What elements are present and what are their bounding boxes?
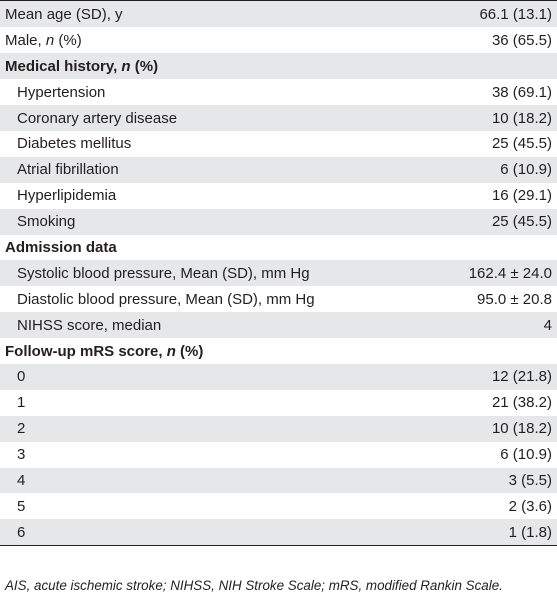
table-row <box>0 468 557 494</box>
row-label: 1 <box>17 394 26 412</box>
row-value: 21 (38.2) <box>491 394 552 412</box>
section-header-row <box>0 338 557 364</box>
row-label: Systolic blood pressure, Mean (SD), mm Hg <box>17 264 310 282</box>
row-label: 3 <box>17 446 26 464</box>
table-row <box>0 131 557 157</box>
table-row <box>0 442 557 468</box>
row-value: 162.4 ± 24.0 <box>468 264 552 282</box>
row-value: 4 <box>543 316 552 334</box>
row-value: 10 (18.2) <box>491 420 552 438</box>
table-row <box>0 183 557 209</box>
row-label: 5 <box>17 497 26 515</box>
row-value: 38 (69.1) <box>491 83 552 101</box>
row-label: 4 <box>17 471 26 489</box>
row-label: Atrial fibrillation <box>17 161 119 179</box>
section-header-row <box>0 235 557 261</box>
table-row <box>0 390 557 416</box>
row-label-italic: n <box>121 57 131 75</box>
row-label-text: (%) <box>130 57 159 75</box>
row-label-italic: n <box>45 31 55 49</box>
row-label-text: Medical history, <box>5 57 122 75</box>
table-body <box>0 1 557 545</box>
row-value: 1 (1.8) <box>508 523 552 541</box>
row-label: 6 <box>17 523 26 541</box>
table-row <box>0 79 557 105</box>
section-label: Admission data <box>5 238 117 256</box>
row-value: 95.0 ± 20.8 <box>477 290 552 308</box>
table-row <box>0 157 557 183</box>
table-footnote: AIS, acute ischemic stroke; NIHSS, NIH Stroke Scale; mRS, modified Rankin Scale. <box>5 578 503 593</box>
table-row <box>0 312 557 338</box>
row-value: 36 (65.5) <box>491 31 552 49</box>
section-label <box>0 59 372 74</box>
table-row <box>0 105 557 131</box>
row-label: Mean age (SD), y <box>5 5 123 23</box>
row-label: Diastolic blood pressure, Mean (SD), mm Hg <box>17 290 315 308</box>
table-row <box>0 1 557 27</box>
row-label: Hypertension <box>17 83 106 101</box>
section-label <box>0 344 372 359</box>
row-value: 3 (5.5) <box>508 471 552 489</box>
table-row <box>0 493 557 519</box>
table-row <box>0 519 557 545</box>
row-value: 10 (18.2) <box>491 109 552 127</box>
table-row <box>0 364 557 390</box>
row-value: 16 (29.1) <box>491 187 552 205</box>
row-label: 0 <box>17 368 26 386</box>
row-label: 2 <box>17 420 26 438</box>
row-value: 6 (10.9) <box>500 446 552 464</box>
table-row <box>0 27 557 53</box>
row-value: 2 (3.6) <box>508 497 552 515</box>
row-value: 66.1 (13.1) <box>479 5 552 23</box>
table-bottom-rule <box>0 545 557 546</box>
row-label: Diabetes mellitus <box>17 135 132 153</box>
row-label-text: Follow-up mRS score, <box>5 342 167 360</box>
table-row <box>0 416 557 442</box>
section-header-row <box>0 53 557 79</box>
row-label-text: (%) <box>54 31 82 49</box>
row-value: 25 (45.5) <box>491 135 552 153</box>
row-label: NIHSS score, median <box>17 316 162 334</box>
table-row <box>0 286 557 312</box>
row-label: Coronary artery disease <box>17 109 178 127</box>
row-label-italic: n <box>166 342 176 360</box>
table-row <box>0 260 557 286</box>
row-value: 25 (45.5) <box>491 213 552 231</box>
row-label: Hyperlipidemia <box>17 187 117 205</box>
table-row <box>0 209 557 235</box>
row-value: 12 (21.8) <box>491 368 552 386</box>
row-label-text: Male, <box>5 31 46 49</box>
row-value: 6 (10.9) <box>500 161 552 179</box>
row-label-text: (%) <box>175 342 204 360</box>
row-label: Smoking <box>17 213 76 231</box>
row-label <box>0 33 372 48</box>
